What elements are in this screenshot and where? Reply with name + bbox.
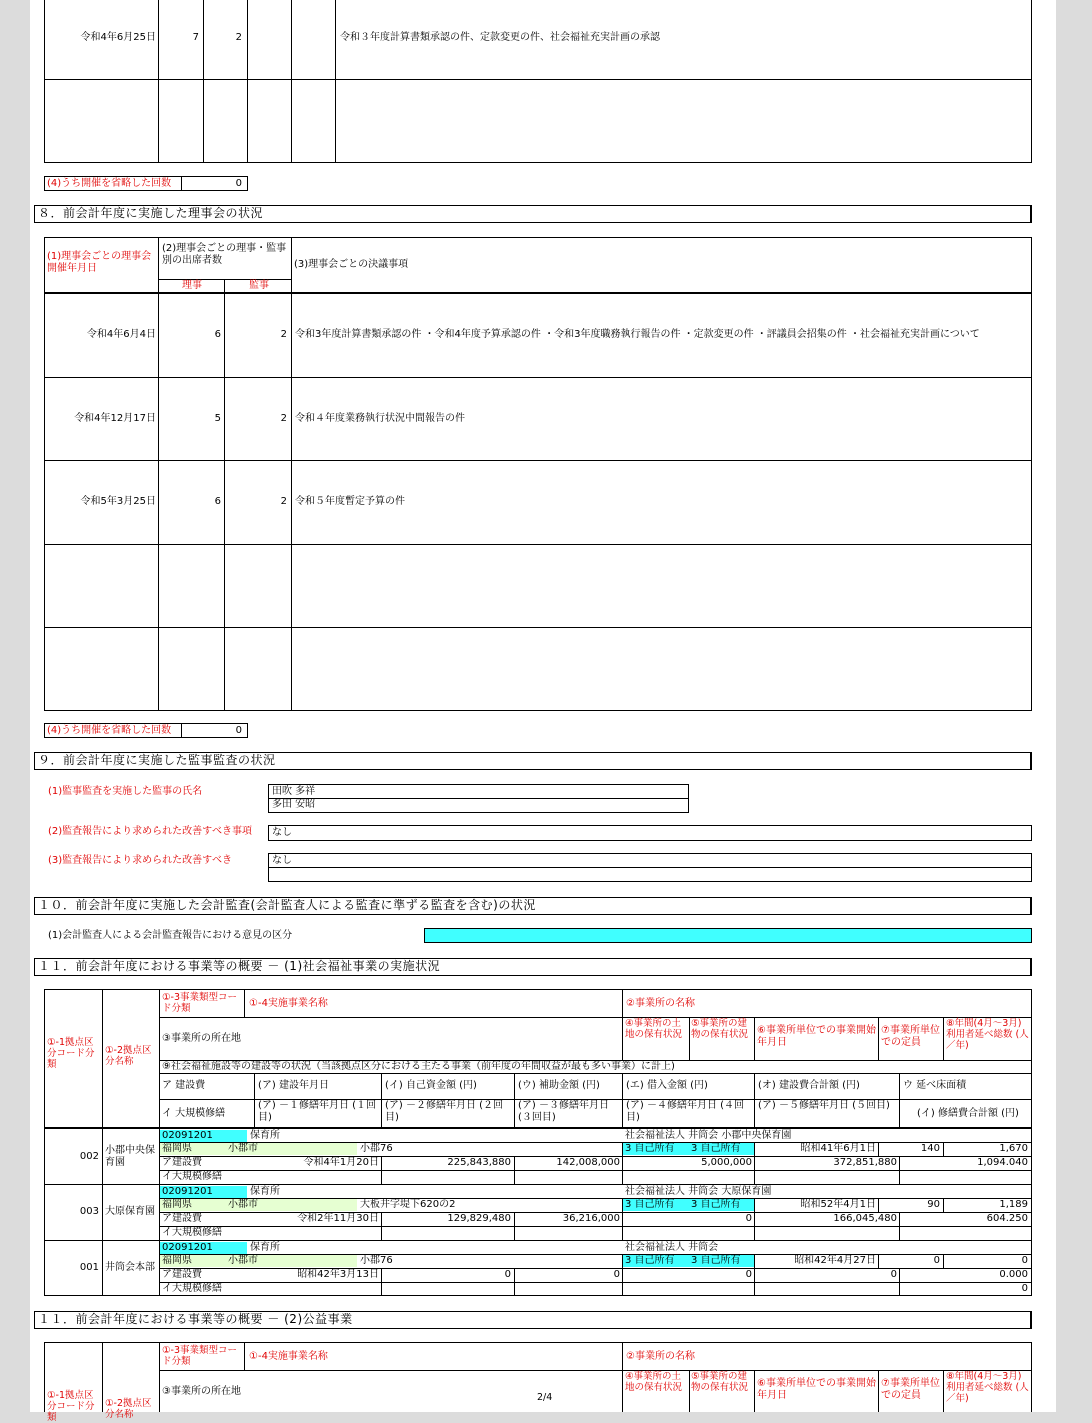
auditor-names-box <box>268 784 689 813</box>
land-status: 3 自己所有 <box>625 1199 675 1210</box>
header-annual-users: ⑧年間(4月～3月) 利用者延べ総数 (人／年) <box>946 1018 1029 1051</box>
meeting-date: 令和4年6月4日 <box>86 329 156 340</box>
omitted-count-box <box>44 176 248 191</box>
header-start-date: ⑥事業所単位での事業開始年月日 <box>757 1378 876 1401</box>
public-business-table <box>44 1342 1032 1423</box>
own-funds: 225,843,880 <box>447 1157 511 1168</box>
base-code: 002 <box>79 1151 99 1162</box>
header-start-date: ⑥事業所単位での事業開始年月日 <box>757 1025 876 1048</box>
meeting-date: 令和4年12月17日 <box>74 413 156 424</box>
omitted-count-box <box>44 723 248 738</box>
omitted-count-value: 0 <box>235 178 242 189</box>
header-major-repair: イ 大規模修繕 <box>162 1108 226 1119</box>
construction-label: ア建設費 <box>162 1213 202 1224</box>
address: 大板井字堤下620の2 <box>360 1199 456 1210</box>
row-count-riji: 7 <box>192 32 199 43</box>
header-capacity: ⑦事業所単位での定員 <box>881 1378 940 1401</box>
prefecture: 福岡県 <box>162 1199 192 1210</box>
own-funds: 129,829,480 <box>447 1213 511 1224</box>
header-own-funds: (イ) 自己資金額 (円) <box>385 1080 477 1091</box>
header-construction-cost: ア 建設費 <box>162 1080 206 1091</box>
land-status: 3 自己所有 <box>625 1143 675 1154</box>
header-meeting-date: (1)理事会ごとの理事会開催年月日 <box>47 251 152 274</box>
annual-users: 0 <box>1021 1255 1028 1266</box>
base-code: 003 <box>79 1206 99 1217</box>
riji-count: 6 <box>214 329 221 340</box>
header-building-status: ⑤事業所の建物の保有状況 <box>691 1018 749 1040</box>
base-code: 001 <box>79 1262 99 1273</box>
omitted-count-label: (4)うち開催を省略した回数 <box>47 178 172 189</box>
kanji-count: 2 <box>280 329 287 340</box>
business-name: 保育所 <box>250 1186 280 1197</box>
improvement-items-label: (2)監査報告により求められた改善すべき事項 <box>48 826 252 837</box>
header-loan: (エ) 借入金額 (円) <box>626 1080 708 1091</box>
base-name: 井筒会本部 <box>105 1262 155 1273</box>
resolution-text: 令和５年度暫定予算の件 <box>295 496 405 507</box>
section9-title: ９．前会計年度に実施した監事監査の状況 <box>34 752 1032 770</box>
base-name: 大原保育園 <box>105 1206 155 1217</box>
section8-title: ８．前会計年度に実施した理事会の状況 <box>34 205 1032 223</box>
construction-label: ア建設費 <box>162 1269 202 1280</box>
section11-2-title: １１．前会計年度における事業等の概要 － (2)公益事業 <box>34 1311 1032 1329</box>
improvement-items-value: なし <box>272 827 292 838</box>
header-office-name: ②事業所の名称 <box>626 1351 695 1362</box>
building-status: 3 自己所有 <box>691 1255 741 1266</box>
table-row <box>44 1129 1032 1185</box>
floor-area: 604.250 <box>986 1213 1028 1224</box>
building-status: 3 自己所有 <box>691 1199 741 1210</box>
repair-label: イ大規模修繕 <box>162 1283 222 1294</box>
improvement-needed-value: なし <box>272 855 292 866</box>
document-sheet <box>30 0 1056 1423</box>
annual-users: 1,189 <box>999 1199 1028 1210</box>
header-construction-date: (ア) 建設年月日 <box>258 1080 329 1091</box>
audit-opinion-label: (1)会計監査人による会計監査報告における意見の区分 <box>48 930 293 941</box>
total-cost: 166,045,480 <box>833 1213 897 1224</box>
loan: 0 <box>745 1213 752 1224</box>
city: 小郡市 <box>228 1143 258 1154</box>
building-status: 3 自己所有 <box>691 1143 741 1154</box>
header-subsidy: (ウ) 補助金額 (円) <box>518 1080 600 1091</box>
omitted-count-value: 0 <box>235 725 242 736</box>
meeting-date: 令和5年3月25日 <box>80 496 156 507</box>
header-base-code: ①-1拠点区分コード分類 <box>47 1390 95 1423</box>
capacity: 0 <box>933 1255 940 1266</box>
header-business-name: ①-4実施事業名称 <box>249 998 328 1009</box>
city: 小郡市 <box>228 1199 258 1210</box>
subsidy: 36,216,000 <box>562 1213 620 1224</box>
header-office-name: ②事業所の名称 <box>626 998 695 1009</box>
business-name: 保育所 <box>250 1242 280 1253</box>
floor-area: 1,094.040 <box>977 1157 1028 1168</box>
kanji-count: 2 <box>280 413 287 424</box>
row-count-kanji: 2 <box>235 32 242 43</box>
capacity: 140 <box>920 1143 940 1154</box>
header-office-address: ③事業所の所在地 <box>162 1386 241 1397</box>
total-cost: 372,851,880 <box>833 1157 897 1168</box>
header-total-cost: (オ) 建設費合計額 (円) <box>758 1080 860 1091</box>
office-name: 社会福祉法人 井筒会 小郡中央保育園 <box>625 1130 792 1141</box>
own-funds: 0 <box>504 1269 511 1280</box>
prefecture: 福岡県 <box>162 1255 192 1266</box>
header-repair-date-2: (ア) －２修繕年月日 (２回目) <box>385 1100 504 1123</box>
subsidy: 142,008,000 <box>556 1157 620 1168</box>
auditor-names-label: (1)監事監査を実施した監事の氏名 <box>48 786 203 797</box>
header-base-name: ①-2拠点区分名称 <box>105 1045 152 1067</box>
header-floor-area: ウ 延べ床面積 <box>903 1080 967 1091</box>
page-number: 2/4 <box>537 1392 553 1403</box>
header-annual-users: ⑧年間(4月～3月) 利用者延べ総数 (人／年) <box>946 1371 1029 1404</box>
header-kanji: 監事 <box>249 280 269 291</box>
start-date: 昭和52年4月1日 <box>800 1199 876 1210</box>
section11-1-title: １１．前会計年度における事業等の概要 － (1)社会福祉事業の実施状況 <box>34 958 1032 976</box>
prefecture: 福岡県 <box>162 1143 192 1154</box>
repair-label: イ大規模修繕 <box>162 1171 222 1182</box>
improvement-items-box <box>268 825 1032 841</box>
address: 小郡76 <box>360 1255 393 1266</box>
improvement-needed-label: (3)監査報告により求められた改善すべき <box>48 855 232 866</box>
base-name: 小郡中央保育園 <box>105 1145 155 1168</box>
construction-date: 令和4年1月20日 <box>303 1157 379 1168</box>
table-row <box>44 1241 1032 1296</box>
header-repair-date-3: (ア) －３修繕年月日 (３回目) <box>518 1100 609 1123</box>
total-cost: 0 <box>890 1269 897 1280</box>
header-repair-date-1: (ア) －１修繕年月日 (１回目) <box>258 1100 377 1123</box>
type-code: 02091201 <box>162 1186 213 1197</box>
header-capacity: ⑦事業所単位での定員 <box>881 1025 940 1048</box>
header-building-status: ⑤事業所の建物の保有状況 <box>691 1371 749 1393</box>
type-code: 02091201 <box>162 1130 213 1141</box>
header-land-status: ④事業所の土地の保有状況 <box>625 1371 683 1393</box>
section7-table <box>44 0 1032 163</box>
annual-users: 1,670 <box>999 1143 1028 1154</box>
header-business-name: ①-4実施事業名称 <box>249 1351 328 1362</box>
header-resolutions: (3)理事会ごとの決議事項 <box>294 259 409 270</box>
resolution-text: 令和４年度業務執行状況中間報告の件 <box>295 413 465 424</box>
repair-label: イ大規模修繕 <box>162 1227 222 1238</box>
header-land-status: ④事業所の土地の保有状況 <box>625 1018 683 1040</box>
office-name: 社会福祉法人 井筒会 大原保育園 <box>625 1186 772 1197</box>
riji-count: 6 <box>214 496 221 507</box>
business-name: 保育所 <box>250 1130 280 1141</box>
header-attendance: (2)理事会ごとの理事・監事別の出席者数 <box>162 243 287 266</box>
city: 小郡市 <box>228 1255 258 1266</box>
header-base-code: ①-1拠点区分コード分類 <box>47 1037 95 1070</box>
table-row <box>44 1185 1032 1241</box>
start-date: 昭和41年6月1日 <box>800 1143 876 1154</box>
auditor-name: 多田 安昭 <box>272 799 316 810</box>
capacity: 90 <box>927 1199 940 1210</box>
section8-table <box>44 237 1032 711</box>
construction-date: 昭和42年3月13日 <box>297 1269 379 1280</box>
construction-date: 令和2年11月30日 <box>297 1213 379 1224</box>
header-repair-date-5: (ア) －５修繕年月日 (５回目) <box>758 1100 890 1111</box>
header-type-code: ①-3事業類型コード分類 <box>162 992 237 1014</box>
row-date: 令和4年6月25日 <box>80 32 156 43</box>
start-date: 昭和42年4月27日 <box>794 1255 876 1266</box>
construction-label: ア建設費 <box>162 1157 202 1168</box>
row-resolution: 令和３年度計算書類承認の件、定款変更の件、社会福祉充実計画の承認 <box>340 32 660 43</box>
land-status: 3 自己所有 <box>625 1255 675 1266</box>
loan: 0 <box>745 1269 752 1280</box>
header-base-name: ①-2拠点区分名称 <box>105 1398 152 1420</box>
omitted-count-label: (4)うち開催を省略した回数 <box>47 725 172 736</box>
header-riji: 理事 <box>182 280 202 291</box>
header-repair-date-4: (ア) －４修繕年月日 (４回目) <box>626 1100 745 1123</box>
loan: 5,000,000 <box>701 1157 752 1168</box>
auditor-name: 田吹 多祥 <box>272 786 316 797</box>
improvement-needed-box <box>268 853 1032 882</box>
audit-opinion-field <box>424 928 1032 943</box>
header-type-code: ①-3事業類型コード分類 <box>162 1345 237 1367</box>
subsidy: 0 <box>613 1269 620 1280</box>
header-repair-total: (イ) 修繕費合計額 (円) <box>917 1108 1019 1119</box>
header-construction-status: ⑨社会福祉施設等の建設等の状況（当該拠点区分における主たる事業（前年度の年間収益が最も多い事業）に計上) <box>162 1061 675 1072</box>
type-code: 02091201 <box>162 1242 213 1253</box>
office-name: 社会福祉法人 井筒会 <box>625 1242 719 1253</box>
address: 小郡76 <box>360 1143 393 1154</box>
resolution-text: 令和3年度計算書類承認の件 ・令和4年度予算承認の件 ・令和3年度職務執行報告の件 ・定款変更の件 ・評議員会招集の件 ・社会福祉充実計画について <box>295 329 980 340</box>
section10-title: １０．前会計年度に実施した会計監査(会計監査人による監査に準ずる監査を含む)の状況 <box>34 897 1032 915</box>
floor-area: 0.000 <box>999 1269 1028 1280</box>
riji-count: 5 <box>214 413 221 424</box>
repair-total: 0 <box>1021 1283 1028 1294</box>
kanji-count: 2 <box>280 496 287 507</box>
header-office-address: ③事業所の所在地 <box>162 1033 241 1044</box>
